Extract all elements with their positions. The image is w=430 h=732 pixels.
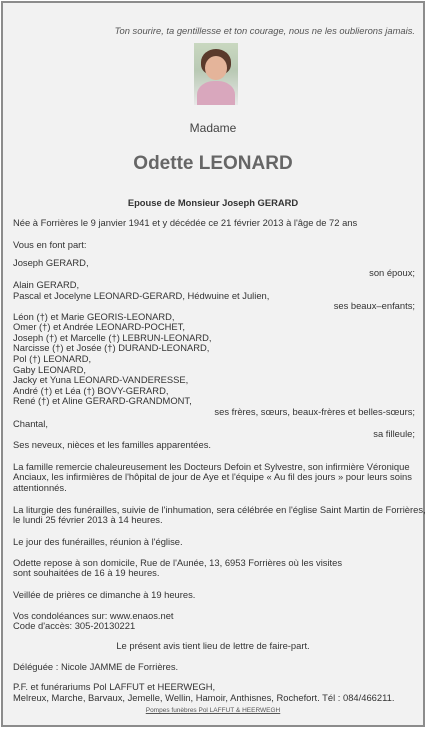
rest-line: sont souhaitées de 16 à 19 heures. — [13, 567, 160, 578]
rest-line: Odette repose à son domicile, Rue de l'Aunée, 13, 6953 Forrières où les visites — [13, 557, 343, 568]
family-line: Léon (†) et Marie GEORIS-LEONARD, — [13, 311, 175, 322]
access-code-line: Code d'accès: 305-20130221 — [13, 620, 136, 631]
obituary-card — [1, 1, 425, 727]
family-relation: ses frères, sœurs, beaux-frères et belles-sœurs; — [214, 406, 415, 417]
deceased-name: Odette LEONARD — [133, 153, 293, 174]
family-relation: sa filleule; — [373, 428, 415, 439]
family-line: Gaby LEONARD, — [13, 364, 86, 375]
vigil-line: Veillée de prières ce dimanche à 19 heures. — [13, 589, 196, 600]
announce-intro: Vous en font part: — [13, 239, 87, 250]
thanks-line: attentionnés. — [13, 482, 67, 493]
birth-death-line: Née à Forrières le 9 janvier 1941 et y décédée ce 21 février 2013 à l'âge de 72 ans — [13, 217, 358, 228]
footer-link[interactable]: Pompes funèbres Pol LAFFUT & HEERWEGH — [145, 707, 281, 714]
condolences-line: Vos condoléances sur: www.enaos.net — [13, 610, 174, 621]
honorific: Madame — [189, 121, 237, 135]
family-line: Ses neveux, nièces et les familles apparentées. — [13, 439, 212, 450]
motto: Ton sourire, ta gentillesse et ton courage, nous ne les oublierons jamais. — [114, 25, 415, 36]
liturgy-line: La liturgie des funérailles, suivie de l'inhumation, sera célébrée en l'église Saint Martin de Forrières, — [13, 504, 426, 515]
family-line: Omer (†) et Andrée LEONARD-POCHET, — [13, 321, 185, 332]
family-line: Alain GERARD, — [13, 279, 80, 290]
family-line: Pascal et Jocelyne LEONARD-GERARD, Hédwuine et Julien, — [13, 290, 270, 301]
family-line: Joseph GERARD, — [13, 257, 89, 268]
spouse-line: Epouse de Monsieur Joseph GERARD — [127, 197, 299, 208]
family-line: René (†) et Aline GERARD-GRANDMONT, — [13, 395, 192, 406]
liturgy-line: le lundi 25 février 2013 à 14 heures. — [13, 514, 163, 525]
delegate-line: Déléguée : Nicole JAMME de Forrières. — [13, 661, 179, 672]
funeral-home-line: P.F. et funérariums Pol LAFFUT et HEERWEGH, — [13, 681, 216, 692]
family-line: Joseph (†) et Marcelle (†) LEBRUN-LEONARD, — [13, 332, 212, 343]
family-relation: ses beaux–enfants; — [333, 300, 415, 311]
family-line: Pol (†) LEONARD, — [13, 353, 92, 364]
portrait-photo — [194, 43, 238, 105]
family-line: Chantal, — [13, 418, 48, 429]
footer-link-wrap — [3, 707, 423, 714]
family-line: André (†) et Léa (†) BOVY-GERARD, — [13, 385, 169, 396]
notice-line: Le présent avis tient lieu de lettre de faire-part. — [116, 640, 310, 651]
family-line: Jacky et Yuna LEONARD-VANDERESSE, — [13, 374, 189, 385]
family-relation: son époux; — [369, 267, 415, 278]
funeral-home-locations: Melreux, Marche, Barvaux, Jemelle, Wellin, Hamoir, Anthisnes, Rochefort. Tél : 084/466211. — [13, 692, 395, 703]
thanks-line: La famille remercie chaleureusement les Docteurs Defoin et Sylvestre, son infirmière Véronique — [13, 461, 410, 472]
thanks-line: Anciaux, les infirmières de l'hôpital de jour de Aye et l'équipe « Au fil des jours » pour leurs soins — [13, 471, 412, 482]
family-line: Narcisse (†) et Josée (†) DURAND-LEONARD, — [13, 342, 210, 353]
meeting-line: Le jour des funérailles, réunion à l'église. — [13, 536, 183, 547]
